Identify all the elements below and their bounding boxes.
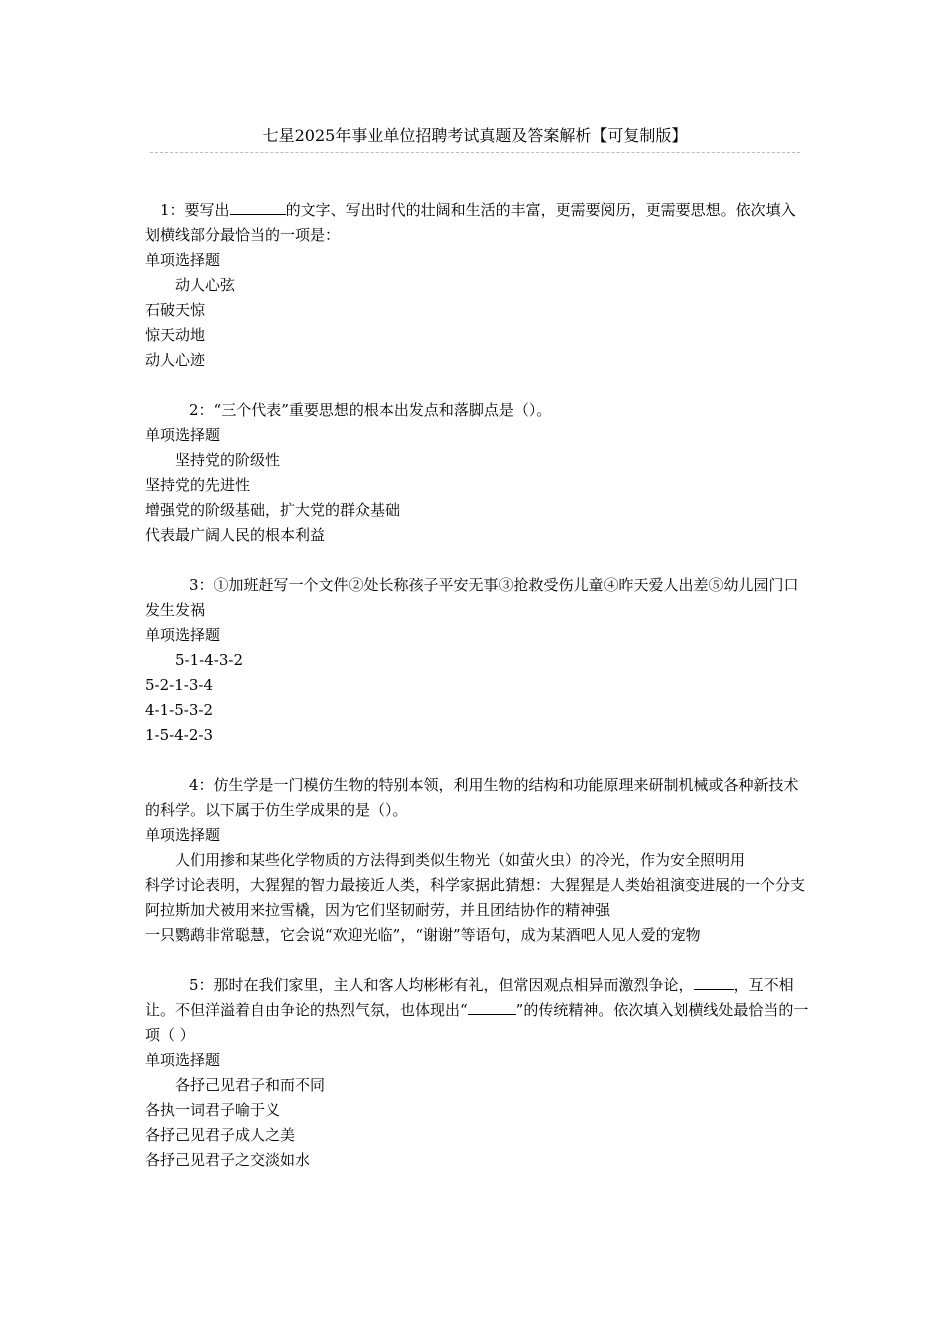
option-d: 动人心迹 — [145, 351, 206, 369]
question-type: 单项选择题 — [145, 251, 221, 269]
option-b: 石破天惊 — [145, 301, 206, 319]
option-a: 各抒己见君子和而不同 — [175, 1076, 326, 1094]
option-a: 人们用掺和某些化学物质的方法得到类似生物光（如萤火虫）的冷光，作为安全照明用 — [175, 851, 746, 869]
fill-blank — [468, 998, 516, 1015]
question-4 — [145, 773, 809, 948]
question-number: 3： — [189, 576, 214, 594]
option-a: 坚持党的阶级性 — [175, 451, 281, 469]
fill-blank — [230, 198, 286, 215]
question-4-stem: 4：仿生学是一门模仿生物的特别本领，利用生物的结构和功能原理来研制机械或各种新技术的科学。以下属于仿生学成果的是（）。 — [145, 776, 799, 819]
question-number: 5： — [189, 976, 214, 994]
option-c: 阿拉斯加犬被用来拉雪橇，因为它们坚韧耐劳，并且团结协作的精神强 — [145, 901, 611, 919]
question-3 — [145, 573, 809, 748]
question-5 — [145, 973, 809, 1173]
option-b: 坚持党的先进性 — [145, 476, 251, 494]
question-1 — [145, 198, 809, 373]
question-5-stem: 5：那时在我们家里，主人和客人均彬彬有礼，但常因观点相异而激烈争论， ，互不相让。不但洋溢着自由争论的热烈气氛，也体现出“ ”的传统精神。依次填入划横线处最恰当的一项（ ） — [145, 973, 809, 1048]
option-b: 5-2-1-3-4 — [145, 676, 213, 694]
question-type: 单项选择题 — [145, 826, 221, 844]
question-3-stem: 3：①加班赶写一个文件②处长称孩子平安无事③抢救受伤儿童④昨天爱人出差⑤幼儿园门口发生发祸 — [145, 576, 799, 619]
option-b: 各执一词君子喻于义 — [145, 1101, 281, 1119]
option-a: 5-1-4-3-2 — [175, 651, 243, 669]
question-type: 单项选择题 — [145, 1051, 221, 1069]
option-d: 代表最广阔人民的根本利益 — [145, 526, 326, 544]
question-type: 单项选择题 — [145, 426, 221, 444]
question-number: 4： — [189, 776, 214, 794]
option-c: 惊天动地 — [145, 326, 206, 344]
question-2 — [145, 398, 809, 548]
option-d: 各抒己见君子之交淡如水 — [145, 1151, 311, 1169]
title-divider — [150, 152, 800, 153]
question-1-stem: 1：要写出 的文字、写出时代的壮阔和生活的丰富，更需要阅历，更需要思想。依次填入划横线部分最恰当的一项是： — [145, 198, 809, 248]
fill-blank — [694, 973, 734, 990]
question-list — [145, 198, 809, 1198]
option-c: 4-1-5-3-2 — [145, 701, 213, 719]
option-a: 动人心弦 — [175, 276, 236, 294]
question-number: 2： — [189, 401, 214, 419]
question-number: 1： — [160, 201, 185, 219]
option-c: 各抒己见君子成人之美 — [145, 1126, 296, 1144]
option-b: 科学讨论表明，大猩猩的智力最接近人类，科学家据此猜想：大猩猩是人类始祖演变进展的一个分支 — [145, 876, 806, 894]
option-d: 1-5-4-2-3 — [145, 726, 213, 744]
question-type: 单项选择题 — [145, 626, 221, 644]
question-2-stem: 2：“三个代表”重要思想的根本出发点和落脚点是（）。 — [189, 401, 552, 419]
document-title: 七星2025年事业单位招聘考试真题及答案解析【可复制版】 — [262, 126, 688, 145]
option-d: 一只鹦鹉非常聪慧，它会说“欢迎光临”，“谢谢”等语句，成为某酒吧人见人爱的宠物 — [145, 926, 701, 944]
option-c: 增强党的阶级基础，扩大党的群众基础 — [145, 501, 401, 519]
